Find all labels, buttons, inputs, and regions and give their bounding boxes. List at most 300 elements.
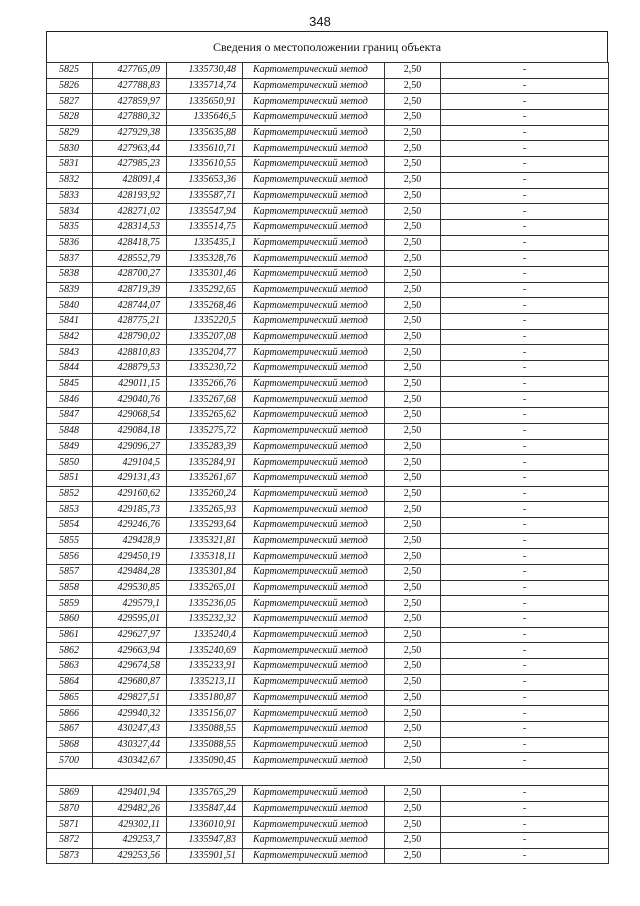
x-coordinate-cell: 428744,07 [93,298,167,314]
y-coordinate-cell: 1335233,91 [167,659,243,675]
y-coordinate-cell: 1335301,46 [167,266,243,282]
y-coordinate-cell: 1335947,83 [167,833,243,849]
description-cell: - [441,737,609,753]
point-number-cell: 5869 [47,785,93,801]
method-cell: Картометрический метод [243,612,385,628]
y-coordinate-cell: 1335275,72 [167,423,243,439]
y-coordinate-cell: 1335232,32 [167,612,243,628]
precision-cell: 2,50 [385,439,441,455]
x-coordinate-cell: 427880,32 [93,110,167,126]
table-row [47,235,609,251]
method-cell: Картометрический метод [243,737,385,753]
method-cell: Картометрический метод [243,78,385,94]
precision-cell: 2,50 [385,94,441,110]
x-coordinate-cell: 427963,44 [93,141,167,157]
table-row [47,533,609,549]
x-coordinate-cell: 427859,97 [93,94,167,110]
method-cell: Картометрический метод [243,141,385,157]
point-number-cell: 5862 [47,643,93,659]
y-coordinate-cell: 1335265,62 [167,408,243,424]
description-cell: - [441,627,609,643]
description-cell: - [441,345,609,361]
description-cell: - [441,690,609,706]
y-coordinate-cell: 1335547,94 [167,204,243,220]
point-number-cell: 5848 [47,423,93,439]
precision-cell: 2,50 [385,549,441,565]
method-cell: Картометрический метод [243,219,385,235]
method-cell: Картометрический метод [243,455,385,471]
x-coordinate-cell: 429482,26 [93,801,167,817]
method-cell: Картометрический метод [243,125,385,141]
section-separator-row [47,768,609,785]
point-number-cell: 5825 [47,63,93,79]
y-coordinate-cell: 1335847,44 [167,801,243,817]
method-cell: Картометрический метод [243,188,385,204]
x-coordinate-cell: 429011,15 [93,376,167,392]
description-cell: - [441,470,609,486]
precision-cell: 2,50 [385,251,441,267]
x-coordinate-cell: 429084,18 [93,423,167,439]
point-number-cell: 5858 [47,580,93,596]
method-cell: Картометрический метод [243,235,385,251]
point-number-cell: 5836 [47,235,93,251]
x-coordinate-cell: 427929,38 [93,125,167,141]
point-number-cell: 5857 [47,565,93,581]
point-number-cell: 5852 [47,486,93,502]
precision-cell: 2,50 [385,470,441,486]
y-coordinate-cell: 1336010,91 [167,817,243,833]
table-row [47,785,609,801]
method-cell: Картометрический метод [243,596,385,612]
x-coordinate-cell: 429401,94 [93,785,167,801]
description-cell: - [441,612,609,628]
precision-cell: 2,50 [385,817,441,833]
x-coordinate-cell: 429104,5 [93,455,167,471]
method-cell: Картометрический метод [243,580,385,596]
description-cell: - [441,753,609,769]
method-cell: Картометрический метод [243,423,385,439]
method-cell: Картометрический метод [243,690,385,706]
y-coordinate-cell: 1335610,55 [167,157,243,173]
method-cell: Картометрический метод [243,314,385,330]
x-coordinate-cell: 429040,76 [93,392,167,408]
method-cell: Картометрический метод [243,345,385,361]
y-coordinate-cell: 1335587,71 [167,188,243,204]
y-coordinate-cell: 1335268,46 [167,298,243,314]
table-row [47,408,609,424]
x-coordinate-cell: 429484,28 [93,565,167,581]
table-row [47,314,609,330]
description-cell: - [441,565,609,581]
method-cell: Картометрический метод [243,172,385,188]
x-coordinate-cell: 428810,83 [93,345,167,361]
method-cell: Картометрический метод [243,659,385,675]
description-cell: - [441,94,609,110]
description-cell: - [441,110,609,126]
table-row [47,817,609,833]
y-coordinate-cell: 1335230,72 [167,361,243,377]
precision-cell: 2,50 [385,627,441,643]
y-coordinate-cell: 1335240,4 [167,627,243,643]
precision-cell: 2,50 [385,329,441,345]
description-cell: - [441,785,609,801]
point-number-cell: 5842 [47,329,93,345]
y-coordinate-cell: 1335156,07 [167,706,243,722]
precision-cell: 2,50 [385,298,441,314]
precision-cell: 2,50 [385,266,441,282]
description-cell: - [441,125,609,141]
precision-cell: 2,50 [385,157,441,173]
table-row [47,455,609,471]
x-coordinate-cell: 428879,53 [93,361,167,377]
precision-cell: 2,50 [385,408,441,424]
table-row [47,848,609,864]
x-coordinate-cell: 427985,23 [93,157,167,173]
x-coordinate-cell: 428552,79 [93,251,167,267]
method-cell: Картометрический метод [243,674,385,690]
table-row [47,376,609,392]
method-cell: Картометрический метод [243,298,385,314]
method-cell: Картометрический метод [243,157,385,173]
x-coordinate-cell: 429160,62 [93,486,167,502]
x-coordinate-cell: 429253,7 [93,833,167,849]
point-number-cell: 5827 [47,94,93,110]
point-number-cell: 5873 [47,848,93,864]
coordinates-table [46,62,609,864]
y-coordinate-cell: 1335646,5 [167,110,243,126]
point-number-cell: 5859 [47,596,93,612]
method-cell: Картометрический метод [243,439,385,455]
method-cell: Картометрический метод [243,721,385,737]
precision-cell: 2,50 [385,785,441,801]
table-row [47,753,609,769]
description-cell: - [441,392,609,408]
x-coordinate-cell: 428418,75 [93,235,167,251]
y-coordinate-cell: 1335266,76 [167,376,243,392]
table-row [47,674,609,690]
y-coordinate-cell: 1335765,29 [167,785,243,801]
table-row [47,801,609,817]
point-number-cell: 5871 [47,817,93,833]
point-number-cell: 5866 [47,706,93,722]
precision-cell: 2,50 [385,596,441,612]
precision-cell: 2,50 [385,674,441,690]
y-coordinate-cell: 1335321,81 [167,533,243,549]
y-coordinate-cell: 1335261,67 [167,470,243,486]
point-number-cell: 5845 [47,376,93,392]
x-coordinate-cell: 428271,02 [93,204,167,220]
point-number-cell: 5846 [47,392,93,408]
table-row [47,329,609,345]
point-number-cell: 5832 [47,172,93,188]
precision-cell: 2,50 [385,125,441,141]
table-row [47,110,609,126]
point-number-cell: 5844 [47,361,93,377]
x-coordinate-cell: 428193,92 [93,188,167,204]
precision-cell: 2,50 [385,235,441,251]
point-number-cell: 5854 [47,517,93,533]
precision-cell: 2,50 [385,737,441,753]
table-row [47,266,609,282]
point-number-cell: 5700 [47,753,93,769]
precision-cell: 2,50 [385,361,441,377]
precision-cell: 2,50 [385,172,441,188]
page-number: 348 [309,14,331,29]
description-cell: - [441,486,609,502]
description-cell: - [441,141,609,157]
precision-cell: 2,50 [385,690,441,706]
table-row [47,517,609,533]
precision-cell: 2,50 [385,219,441,235]
table-row [47,141,609,157]
method-cell: Картометрический метод [243,627,385,643]
point-number-cell: 5835 [47,219,93,235]
table-row [47,580,609,596]
y-coordinate-cell: 1335301,84 [167,565,243,581]
table-row [47,627,609,643]
precision-cell: 2,50 [385,517,441,533]
description-cell: - [441,848,609,864]
method-cell: Картометрический метод [243,643,385,659]
method-cell: Картометрический метод [243,517,385,533]
method-cell: Картометрический метод [243,486,385,502]
description-cell: - [441,706,609,722]
y-coordinate-cell: 1335265,01 [167,580,243,596]
y-coordinate-cell: 1335635,88 [167,125,243,141]
x-coordinate-cell: 428790,02 [93,329,167,345]
description-cell: - [441,801,609,817]
method-cell: Картометрический метод [243,63,385,79]
table-row [47,78,609,94]
table-row [47,282,609,298]
description-cell: - [441,282,609,298]
description-cell: - [441,533,609,549]
description-cell: - [441,204,609,220]
x-coordinate-cell: 429096,27 [93,439,167,455]
y-coordinate-cell: 1335653,36 [167,172,243,188]
y-coordinate-cell: 1335265,93 [167,502,243,518]
precision-cell: 2,50 [385,502,441,518]
coordinates-table-body [47,63,609,864]
precision-cell: 2,50 [385,753,441,769]
description-cell: - [441,251,609,267]
method-cell: Картометрический метод [243,502,385,518]
x-coordinate-cell: 429302,11 [93,817,167,833]
precision-cell: 2,50 [385,721,441,737]
description-cell: - [441,596,609,612]
precision-cell: 2,50 [385,533,441,549]
table-row [47,659,609,675]
description-cell: - [441,408,609,424]
x-coordinate-cell: 428775,21 [93,314,167,330]
precision-cell: 2,50 [385,376,441,392]
y-coordinate-cell: 1335293,64 [167,517,243,533]
point-number-cell: 5865 [47,690,93,706]
y-coordinate-cell: 1335220,5 [167,314,243,330]
x-coordinate-cell: 430342,67 [93,753,167,769]
description-cell: - [441,721,609,737]
description-cell: - [441,78,609,94]
method-cell: Картометрический метод [243,470,385,486]
precision-cell: 2,50 [385,392,441,408]
table-row [47,706,609,722]
table-row [47,298,609,314]
point-number-cell: 5826 [47,78,93,94]
precision-cell: 2,50 [385,565,441,581]
table-row [47,94,609,110]
point-number-cell: 5840 [47,298,93,314]
y-coordinate-cell: 1335088,55 [167,737,243,753]
y-coordinate-cell: 1335090,45 [167,753,243,769]
table-row [47,833,609,849]
y-coordinate-cell: 1335260,24 [167,486,243,502]
table-row [47,439,609,455]
x-coordinate-cell: 429450,19 [93,549,167,565]
table-row [47,549,609,565]
y-coordinate-cell: 1335610,71 [167,141,243,157]
x-coordinate-cell: 429827,51 [93,690,167,706]
method-cell: Картометрический метод [243,706,385,722]
precision-cell: 2,50 [385,455,441,471]
precision-cell: 2,50 [385,706,441,722]
y-coordinate-cell: 1335514,75 [167,219,243,235]
x-coordinate-cell: 429627,97 [93,627,167,643]
x-coordinate-cell: 429595,01 [93,612,167,628]
table-row [47,204,609,220]
description-cell: - [441,376,609,392]
x-coordinate-cell: 427765,09 [93,63,167,79]
point-number-cell: 5864 [47,674,93,690]
y-coordinate-cell: 1335730,48 [167,63,243,79]
point-number-cell: 5872 [47,833,93,849]
table-row [47,721,609,737]
precision-cell: 2,50 [385,801,441,817]
point-number-cell: 5863 [47,659,93,675]
point-number-cell: 5831 [47,157,93,173]
precision-cell: 2,50 [385,282,441,298]
y-coordinate-cell: 1335328,76 [167,251,243,267]
precision-cell: 2,50 [385,848,441,864]
table-row [47,188,609,204]
point-number-cell: 5839 [47,282,93,298]
description-cell: - [441,188,609,204]
method-cell: Картометрический метод [243,251,385,267]
method-cell: Картометрический метод [243,392,385,408]
method-cell: Картометрический метод [243,282,385,298]
method-cell: Картометрический метод [243,266,385,282]
method-cell: Картометрический метод [243,801,385,817]
description-cell: - [441,63,609,79]
point-number-cell: 5861 [47,627,93,643]
table-row [47,345,609,361]
description-cell: - [441,172,609,188]
table-row [47,565,609,581]
table-row [47,63,609,79]
x-coordinate-cell: 429674,58 [93,659,167,675]
table-row [47,690,609,706]
description-cell: - [441,235,609,251]
y-coordinate-cell: 1335292,65 [167,282,243,298]
point-number-cell: 5834 [47,204,93,220]
precision-cell: 2,50 [385,314,441,330]
y-coordinate-cell: 1335901,51 [167,848,243,864]
method-cell: Картометрический метод [243,376,385,392]
y-coordinate-cell: 1335213,11 [167,674,243,690]
precision-cell: 2,50 [385,204,441,220]
point-number-cell: 5870 [47,801,93,817]
x-coordinate-cell: 429940,32 [93,706,167,722]
table-row [47,361,609,377]
description-cell: - [441,157,609,173]
method-cell: Картометрический метод [243,204,385,220]
point-number-cell: 5833 [47,188,93,204]
description-cell: - [441,423,609,439]
method-cell: Картометрический метод [243,329,385,345]
precision-cell: 2,50 [385,659,441,675]
table-row [47,423,609,439]
table-row [47,612,609,628]
precision-cell: 2,50 [385,63,441,79]
y-coordinate-cell: 1335284,91 [167,455,243,471]
method-cell: Картометрический метод [243,565,385,581]
x-coordinate-cell: 429680,87 [93,674,167,690]
precision-cell: 2,50 [385,345,441,361]
precision-cell: 2,50 [385,78,441,94]
x-coordinate-cell: 427788,83 [93,78,167,94]
method-cell: Картометрический метод [243,533,385,549]
method-cell: Картометрический метод [243,94,385,110]
y-coordinate-cell: 1335204,77 [167,345,243,361]
x-coordinate-cell: 429131,43 [93,470,167,486]
point-number-cell: 5837 [47,251,93,267]
y-coordinate-cell: 1335236,05 [167,596,243,612]
point-number-cell: 5829 [47,125,93,141]
method-cell: Картометрический метод [243,549,385,565]
method-cell: Картометрический метод [243,833,385,849]
method-cell: Картометрический метод [243,848,385,864]
method-cell: Картометрический метод [243,785,385,801]
y-coordinate-cell: 1335240,69 [167,643,243,659]
point-number-cell: 5855 [47,533,93,549]
point-number-cell: 5853 [47,502,93,518]
point-number-cell: 5828 [47,110,93,126]
x-coordinate-cell: 429663,94 [93,643,167,659]
x-coordinate-cell: 430247,43 [93,721,167,737]
method-cell: Картометрический метод [243,817,385,833]
table-title: Сведения о местоположении границ объекта [46,31,608,62]
table-row [47,392,609,408]
table-row [47,125,609,141]
point-number-cell: 5841 [47,314,93,330]
y-coordinate-cell: 1335283,39 [167,439,243,455]
description-cell: - [441,643,609,659]
y-coordinate-cell: 1335180,87 [167,690,243,706]
point-number-cell: 5850 [47,455,93,471]
description-cell: - [441,361,609,377]
description-cell: - [441,298,609,314]
table-row [47,172,609,188]
method-cell: Картометрический метод [243,361,385,377]
point-number-cell: 5849 [47,439,93,455]
table-row [47,737,609,753]
precision-cell: 2,50 [385,141,441,157]
description-cell: - [441,314,609,330]
description-cell: - [441,266,609,282]
point-number-cell: 5868 [47,737,93,753]
y-coordinate-cell: 1335207,08 [167,329,243,345]
point-number-cell: 5867 [47,721,93,737]
x-coordinate-cell: 428719,39 [93,282,167,298]
